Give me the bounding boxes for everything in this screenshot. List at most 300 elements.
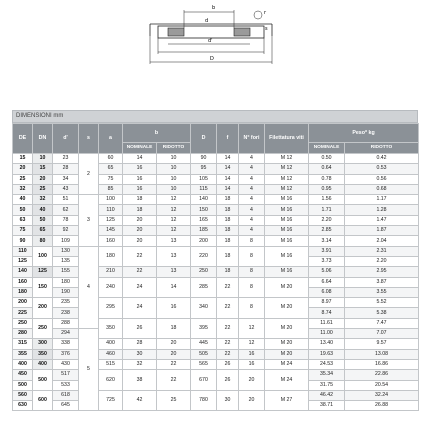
header-fori: N° fori [239, 124, 265, 154]
dimensions-table [12, 123, 419, 411]
cell-b-nominale: 20 [123, 226, 157, 236]
cell-peso-nominale: 38.71 [309, 401, 345, 411]
header-dn: DN [33, 124, 53, 154]
cell-peso-ridotto: 7.07 [345, 329, 419, 339]
cell-b-nominale: 20 [123, 215, 157, 225]
cell-b-nominale: 20 [123, 236, 157, 246]
cell-s: 4 [79, 246, 99, 328]
cell-fori: 20 [239, 390, 265, 411]
cell-filettatura: M 20 [265, 277, 309, 298]
cell-peso-ridotto: 16.86 [345, 359, 419, 369]
cell-peso-ridotto: 9.57 [345, 339, 419, 349]
cell-b-ridotto: 25 [157, 390, 191, 411]
cell-a: 125 [99, 215, 123, 225]
cell-a: 160 [99, 236, 123, 246]
cell-peso-nominale: 19.63 [309, 349, 345, 359]
cell-peso-ridotto: 1.47 [345, 215, 419, 225]
cell-dn: 600 [33, 390, 53, 411]
cell-de: 225 [13, 308, 33, 318]
cell-b-ridotto: 10 [157, 174, 191, 184]
cell-a: 515 [99, 359, 123, 369]
cell-de: 20 [13, 164, 33, 174]
cell-d1: 180 [53, 277, 79, 287]
cell-D: 105 [191, 174, 217, 184]
cell-dn: 250 [33, 318, 53, 339]
cell-D: 670 [191, 370, 217, 391]
header-b: b [123, 124, 191, 143]
cell-filettatura: M 20 [265, 349, 309, 359]
cell-dn: 300 [33, 339, 53, 349]
cell-d1: 235 [53, 298, 79, 308]
cell-D: 115 [191, 184, 217, 194]
cell-d1: 28 [53, 164, 79, 174]
cell-d1: 78 [53, 215, 79, 225]
cell-de: 32 [13, 184, 33, 194]
cell-d1: 376 [53, 349, 79, 359]
header-peso-ridotto: RIDOTTO [345, 143, 419, 154]
cell-peso-nominale: 0.64 [309, 164, 345, 174]
cell-d1: 294 [53, 329, 79, 339]
cell-a: 400 [99, 339, 123, 349]
cell-a: 725 [99, 390, 123, 411]
cell-peso-nominale: 1.56 [309, 195, 345, 205]
flange-drawing [140, 2, 280, 68]
cell-filettatura: M 16 [265, 246, 309, 267]
table-row [13, 370, 419, 380]
cell-dn: 50 [33, 215, 53, 225]
cell-filettatura: M 24 [265, 359, 309, 369]
table-body [13, 154, 419, 411]
cell-b-ridotto: 10 [157, 164, 191, 174]
cell-f: 18 [217, 236, 239, 246]
header-b-ridotto: RIDOTTO [157, 143, 191, 154]
cell-fori: 4 [239, 205, 265, 215]
cell-fori: 4 [239, 215, 265, 225]
cell-peso-ridotto: 20.54 [345, 380, 419, 390]
cell-b-ridotto: 10 [157, 154, 191, 164]
cell-d1: 62 [53, 205, 79, 215]
dim-D-label: D [210, 56, 214, 62]
cell-de: 25 [13, 174, 33, 184]
cell-de: 160 [13, 277, 33, 287]
cell-b-nominale: 32 [123, 359, 157, 369]
cell-filettatura: M 24 [265, 370, 309, 391]
cell-filettatura: M 27 [265, 390, 309, 411]
cell-filettatura: M 16 [265, 267, 309, 277]
header-s: s [79, 124, 99, 154]
cell-fori: 16 [239, 359, 265, 369]
cell-b-ridotto: 12 [157, 215, 191, 225]
cell-peso-nominale: 24.53 [309, 359, 345, 369]
table-row [13, 267, 419, 277]
cell-dn: 10 [33, 154, 53, 164]
cell-fori: 20 [239, 370, 265, 391]
cell-b-nominale: 16 [123, 164, 157, 174]
cell-peso-ridotto: 2.04 [345, 236, 419, 246]
cell-peso-nominale: 2.20 [309, 215, 345, 225]
cell-peso-nominale: 35.34 [309, 370, 345, 380]
cell-b-ridotto: 22 [157, 359, 191, 369]
cell-b-ridotto: 22 [157, 370, 191, 391]
cell-de: 90 [13, 236, 33, 246]
cell-peso-nominale: 11.61 [309, 318, 345, 328]
cell-a: 240 [99, 277, 123, 298]
cell-s: 2 [79, 154, 99, 195]
cell-fori: 4 [239, 226, 265, 236]
cell-de: 280 [13, 329, 33, 339]
cell-D: 165 [191, 215, 217, 225]
cell-s: 3 [79, 195, 99, 246]
header-peso: Peso* kg [309, 124, 419, 143]
cell-de: 450 [13, 370, 33, 380]
cell-d1: 43 [53, 184, 79, 194]
table-row [13, 205, 419, 215]
cell-de: 75 [13, 226, 33, 236]
table-row [13, 164, 419, 174]
cell-fori: 12 [239, 339, 265, 349]
cell-b-ridotto: 18 [157, 318, 191, 339]
cell-de: 200 [13, 298, 33, 308]
table-row [13, 277, 419, 287]
cell-b-nominale: 18 [123, 195, 157, 205]
cell-f: 22 [217, 339, 239, 349]
table-row [13, 236, 419, 246]
cell-filettatura: M 12 [265, 154, 309, 164]
header-b-nominale: NOMINALE [123, 143, 157, 154]
cell-peso-ridotto: 1.17 [345, 195, 419, 205]
cell-a: 110 [99, 205, 123, 215]
cell-f: 14 [217, 164, 239, 174]
cell-dn: 350 [33, 349, 53, 359]
cell-d1: 618 [53, 390, 79, 400]
cell-b-nominale: 42 [123, 390, 157, 411]
cell-peso-nominale: 0.78 [309, 174, 345, 184]
cell-f: 18 [217, 226, 239, 236]
cell-d1: 238 [53, 308, 79, 318]
cell-d1: 288 [53, 318, 79, 328]
dim-b-label: b [212, 5, 216, 11]
cell-f: 26 [217, 370, 239, 391]
table-row [13, 195, 419, 205]
cell-dn: 25 [33, 184, 53, 194]
cell-f: 22 [217, 318, 239, 339]
cell-b-ridotto: 13 [157, 246, 191, 267]
table-row [13, 339, 419, 349]
cell-d1: 130 [53, 246, 79, 256]
cell-peso-ridotto: 3.87 [345, 277, 419, 287]
cell-peso-ridotto: 1.28 [345, 205, 419, 215]
table-title: DIMENSIONI mm [12, 110, 418, 123]
cell-de: 630 [13, 401, 33, 411]
cell-peso-ridotto: 2.95 [345, 267, 419, 277]
cell-peso-nominale: 11.00 [309, 329, 345, 339]
cell-f: 22 [217, 349, 239, 359]
cell-filettatura: M 16 [265, 205, 309, 215]
cell-de: 560 [13, 390, 33, 400]
cell-D: 285 [191, 277, 217, 298]
cell-a: 350 [99, 318, 123, 339]
table-row [13, 298, 419, 308]
cell-dn: 65 [33, 226, 53, 236]
cell-a: 460 [99, 349, 123, 359]
cell-peso-nominale: 13.40 [309, 339, 345, 349]
header-a: a [99, 124, 123, 154]
cell-b-ridotto: 12 [157, 205, 191, 215]
cell-d1: 190 [53, 287, 79, 297]
cell-b-ridotto: 12 [157, 226, 191, 236]
cell-D: 565 [191, 359, 217, 369]
cell-b-nominale: 14 [123, 154, 157, 164]
cell-b-ridotto: 14 [157, 277, 191, 298]
cell-dn: 40 [33, 205, 53, 215]
cell-b-nominale: 22 [123, 246, 157, 267]
cell-f: 22 [217, 277, 239, 298]
cell-d1: 533 [53, 380, 79, 390]
cell-b-nominale: 22 [123, 267, 157, 277]
cell-peso-nominale: 5.06 [309, 267, 345, 277]
cell-de: 40 [13, 195, 33, 205]
table-row [13, 226, 419, 236]
cell-b-ridotto: 20 [157, 339, 191, 349]
cell-d1: 109 [53, 236, 79, 246]
cell-fori: 4 [239, 184, 265, 194]
cell-d1: 517 [53, 370, 79, 380]
cell-f: 30 [217, 390, 239, 411]
cell-d1: 645 [53, 401, 79, 411]
cell-peso-nominale: 3.14 [309, 236, 345, 246]
cell-dn: 20 [33, 174, 53, 184]
dim-r-label: r [264, 10, 267, 16]
cell-peso-nominale: 0.50 [309, 154, 345, 164]
cell-de: 50 [13, 205, 33, 215]
cell-dn: 500 [33, 370, 53, 391]
cell-peso-ridotto: 0.56 [345, 174, 419, 184]
cell-peso-nominale: 6.08 [309, 287, 345, 297]
cell-peso-nominale: 2.85 [309, 226, 345, 236]
cell-a: 100 [99, 195, 123, 205]
cell-de: 250 [13, 318, 33, 328]
cell-dn: 80 [33, 236, 53, 246]
cell-filettatura: M 16 [265, 215, 309, 225]
cell-fori: 8 [239, 267, 265, 277]
cell-b-ridotto: 16 [157, 298, 191, 319]
cell-b-ridotto: 13 [157, 267, 191, 277]
cell-b-ridotto: 10 [157, 184, 191, 194]
cell-dn: 150 [33, 277, 53, 298]
cell-fori: 16 [239, 349, 265, 359]
cell-dn: 125 [33, 267, 53, 277]
header-filettatura: Filettatura viti [265, 124, 309, 154]
cell-peso-ridotto: 7.47 [345, 318, 419, 328]
cell-D: 140 [191, 195, 217, 205]
dim-d-label: d [205, 18, 209, 24]
cell-peso-ridotto: 0.53 [345, 164, 419, 174]
cell-s: 5 [79, 329, 99, 411]
cell-b-nominale: 16 [123, 174, 157, 184]
cell-b-ridotto: 20 [157, 349, 191, 359]
cell-fori: 8 [239, 298, 265, 319]
cell-b-ridotto: 12 [157, 195, 191, 205]
cell-f: 14 [217, 184, 239, 194]
cell-de: 315 [13, 339, 33, 349]
cell-peso-ridotto: 5.38 [345, 308, 419, 318]
cell-peso-nominale: 6.64 [309, 277, 345, 287]
cell-D: 185 [191, 226, 217, 236]
cell-D: 95 [191, 164, 217, 174]
cell-a: 75 [99, 174, 123, 184]
cell-de: 125 [13, 256, 33, 266]
cell-b-nominale: 24 [123, 298, 157, 319]
cell-dn: 32 [33, 195, 53, 205]
cell-D: 395 [191, 318, 217, 339]
cell-peso-nominale: 0.95 [309, 184, 345, 194]
table-row [13, 318, 419, 328]
cell-peso-ridotto: 1.87 [345, 226, 419, 236]
cell-fori: 4 [239, 195, 265, 205]
cell-D: 780 [191, 390, 217, 411]
table-row [13, 215, 419, 225]
cell-f: 18 [217, 195, 239, 205]
cell-filettatura: M 12 [265, 164, 309, 174]
cell-peso-ridotto: 32.24 [345, 390, 419, 400]
cell-fori: 8 [239, 246, 265, 267]
header-d1: d' [53, 124, 79, 154]
table-row [13, 246, 419, 256]
cell-D: 220 [191, 246, 217, 267]
cell-de: 180 [13, 287, 33, 297]
cell-f: 18 [217, 215, 239, 225]
cell-d1: 23 [53, 154, 79, 164]
cell-f: 14 [217, 174, 239, 184]
cell-b-nominale: 28 [123, 339, 157, 349]
cell-f: 18 [217, 267, 239, 277]
cell-peso-nominale: 46.42 [309, 390, 345, 400]
cell-filettatura: M 12 [265, 184, 309, 194]
cell-fori: 8 [239, 236, 265, 246]
table-row [13, 154, 419, 164]
table-row [13, 174, 419, 184]
cell-a: 60 [99, 154, 123, 164]
header-peso-nominale: NOMINALE [309, 143, 345, 154]
cell-filettatura: M 16 [265, 236, 309, 246]
cell-de: 110 [13, 246, 33, 256]
cell-peso-ridotto: 26.88 [345, 401, 419, 411]
cell-a: 620 [99, 370, 123, 391]
cell-dn: 100 [33, 246, 53, 267]
cell-b-nominale: 38 [123, 370, 157, 391]
cell-f: 18 [217, 246, 239, 267]
cell-d1: 92 [53, 226, 79, 236]
cell-fori: 8 [239, 277, 265, 298]
cell-peso-nominale: 31.75 [309, 380, 345, 390]
dimensions-table-panel [12, 110, 418, 411]
cell-fori: 4 [239, 154, 265, 164]
cell-b-nominale: 30 [123, 349, 157, 359]
cell-b-ridotto: 13 [157, 236, 191, 246]
cell-D: 90 [191, 154, 217, 164]
dim-s-label: s [265, 26, 268, 32]
cell-a: 145 [99, 226, 123, 236]
cell-b-nominale: 16 [123, 184, 157, 194]
cell-de: 500 [13, 380, 33, 390]
cell-peso-ridotto: 0.42 [345, 154, 419, 164]
cell-d1: 338 [53, 339, 79, 349]
cell-d1: 135 [53, 256, 79, 266]
cell-D: 505 [191, 349, 217, 359]
cell-dn: 400 [33, 359, 53, 369]
cell-b-nominale: 26 [123, 318, 157, 339]
cell-fori: 12 [239, 318, 265, 339]
cell-peso-nominale: 3.73 [309, 256, 345, 266]
cell-filettatura: M 20 [265, 298, 309, 319]
cell-peso-nominale: 3.91 [309, 246, 345, 256]
cell-a: 295 [99, 298, 123, 319]
cell-de: 15 [13, 154, 33, 164]
cell-peso-ridotto: 22.86 [345, 370, 419, 380]
cell-a: 180 [99, 246, 123, 267]
cell-filettatura: M 16 [265, 226, 309, 236]
cell-f: 18 [217, 205, 239, 215]
cell-peso-nominale: 1.71 [309, 205, 345, 215]
cell-f: 22 [217, 298, 239, 319]
cell-a: 85 [99, 184, 123, 194]
cell-d1: 155 [53, 267, 79, 277]
header-D: D [191, 124, 217, 154]
cell-D: 200 [191, 236, 217, 246]
cell-peso-ridotto: 0.68 [345, 184, 419, 194]
cell-peso-ridotto: 2.20 [345, 256, 419, 266]
table-row [13, 359, 419, 369]
cell-a: 210 [99, 267, 123, 277]
cell-peso-nominale: 8.74 [309, 308, 345, 318]
cell-D: 150 [191, 205, 217, 215]
cell-filettatura: M 20 [265, 339, 309, 349]
header-f: f [217, 124, 239, 154]
cell-fori: 4 [239, 174, 265, 184]
cell-filettatura: M 20 [265, 318, 309, 339]
cell-D: 250 [191, 267, 217, 277]
cell-d1: 34 [53, 174, 79, 184]
cell-dn: 15 [33, 164, 53, 174]
cell-b-nominale: 18 [123, 205, 157, 215]
cell-d1: 51 [53, 195, 79, 205]
cell-b-nominale: 24 [123, 277, 157, 298]
cell-D: 340 [191, 298, 217, 319]
cell-f: 26 [217, 359, 239, 369]
cell-f: 14 [217, 154, 239, 164]
table-row [13, 390, 419, 400]
cell-dn: 200 [33, 298, 53, 319]
cell-peso-ridotto: 13.08 [345, 349, 419, 359]
cell-de: 400 [13, 359, 33, 369]
cell-de: 355 [13, 349, 33, 359]
cell-a: 65 [99, 164, 123, 174]
dim-d1-label: d' [208, 38, 213, 44]
header-de: DE [13, 124, 33, 154]
cell-de: 63 [13, 215, 33, 225]
cell-peso-ridotto: 5.52 [345, 298, 419, 308]
table-row [13, 349, 419, 359]
cell-peso-nominale: 8.97 [309, 298, 345, 308]
cell-peso-ridotto: 3.55 [345, 287, 419, 297]
cell-filettatura: M 16 [265, 195, 309, 205]
cell-D: 445 [191, 339, 217, 349]
cell-d1: 430 [53, 359, 79, 369]
cell-de: 140 [13, 267, 33, 277]
cell-peso-ridotto: 2.31 [345, 246, 419, 256]
cell-filettatura: M 12 [265, 174, 309, 184]
cell-fori: 4 [239, 164, 265, 174]
